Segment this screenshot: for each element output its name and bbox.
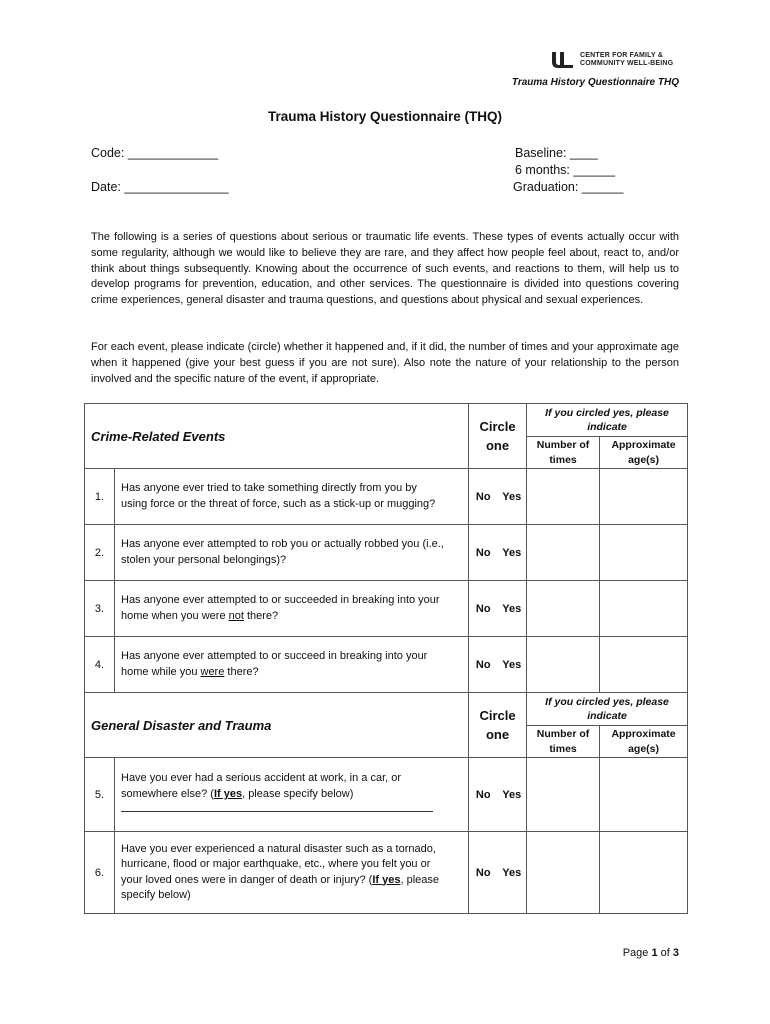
specify-line[interactable] xyxy=(121,810,433,812)
number-of-times-cell[interactable] xyxy=(527,525,600,581)
number-of-times-cell[interactable] xyxy=(527,581,600,637)
code-field[interactable]: Code: _____________ xyxy=(91,146,219,160)
intro-paragraph: The following is a series of questions about serious or traumatic life events. These types of events actually occur with some regularity, although we would like to believe they are rare, and they affect how people feel about, react to, and/or think about things subsequently. Knowing about the occurrence of such events, and reactions to them, will help us to develop programs for prevention, education, and other services. The questionnaire is divided into questions covering crime experiences, general disaster and trauma questions, and questions about physical and sexual experiences. xyxy=(91,231,679,307)
question-number: 6. xyxy=(85,832,115,914)
number-of-times-cell[interactable] xyxy=(527,832,600,914)
table-row xyxy=(85,581,688,637)
approximate-age-cell[interactable] xyxy=(600,525,688,581)
answer-yes[interactable]: Yes xyxy=(498,469,527,525)
table-row xyxy=(85,469,688,525)
answer-no[interactable]: No xyxy=(469,469,498,525)
six-months-field[interactable]: 6 months: ______ xyxy=(515,163,616,177)
question-text: Have you ever had a serious accident at work, in a car, or somewhere else? (If yes, please specify below) xyxy=(115,758,469,832)
number-of-times-cell[interactable] xyxy=(527,758,600,832)
answer-yes[interactable]: Yes xyxy=(498,637,527,693)
document-title: Trauma History Questionnaire (THQ) xyxy=(267,109,503,124)
circle-one-header: Circle one xyxy=(469,693,527,758)
approximate-age-cell[interactable] xyxy=(600,832,688,914)
approximate-age-header: Approximate age(s) xyxy=(600,726,688,758)
logo-line-2: COMMUNITY WELL-BEING xyxy=(580,60,674,67)
table-row xyxy=(85,525,688,581)
approximate-age-cell[interactable] xyxy=(600,637,688,693)
if-yes-header: If you circled yes, please indicate xyxy=(527,693,688,726)
circle-one-header: Circle one xyxy=(469,404,527,469)
organization-logo xyxy=(551,51,686,71)
instructions-paragraph: For each event, please indicate (circle) whether it happened and, if it did, the number of times and your approximate age when it happened (give your best guess if you are not sure). Also note the nature of your relationship to the person involved and the specific nature of the event, if appropriate. xyxy=(91,341,679,385)
question-text: Have you ever experienced a natural disaster such as a tornado, hurricane, flood or major earthquake, etc., where you felt you or your loved ones were in danger of death or injury? (If yes, please specify below) xyxy=(115,832,469,914)
graduation-field[interactable]: Graduation: ______ xyxy=(513,180,624,194)
answer-no[interactable]: No xyxy=(469,525,498,581)
question-text: Has anyone ever attempted to rob you or actually robbed you (i.e., stolen your personal belongings)? xyxy=(115,525,469,581)
question-number: 3. xyxy=(85,581,115,637)
answer-yes[interactable]: Yes xyxy=(498,581,527,637)
answer-yes[interactable]: Yes xyxy=(498,832,527,914)
table-row xyxy=(85,758,688,832)
number-of-times-header: Number of times xyxy=(527,437,600,469)
approximate-age-header: Approximate age(s) xyxy=(600,437,688,469)
section-title: General Disaster and Trauma xyxy=(85,693,469,758)
approximate-age-cell[interactable] xyxy=(600,469,688,525)
answer-yes[interactable]: Yes xyxy=(498,758,527,832)
question-number: 1. xyxy=(85,469,115,525)
answer-no[interactable]: No xyxy=(469,637,498,693)
approximate-age-cell[interactable] xyxy=(600,758,688,832)
question-text: Has anyone ever attempted to or succeeded in breaking into your home when you were not there? xyxy=(115,581,469,637)
answer-no[interactable]: No xyxy=(469,581,498,637)
page-number: Page 1 of 3 xyxy=(622,947,679,959)
if-yes-header: If you circled yes, please indicate xyxy=(527,404,688,437)
number-of-times-cell[interactable] xyxy=(527,469,600,525)
answer-no[interactable]: No xyxy=(469,832,498,914)
answer-no[interactable]: No xyxy=(469,758,498,832)
table-row xyxy=(85,637,688,693)
section-title: Crime-Related Events xyxy=(85,404,469,469)
question-number: 2. xyxy=(85,525,115,581)
table-row xyxy=(85,832,688,914)
date-field[interactable]: Date: _______________ xyxy=(91,180,229,194)
ul-logo-icon xyxy=(551,51,575,69)
question-number: 4. xyxy=(85,637,115,693)
question-text: Has anyone ever tried to take something directly from you by using force or the threat of force, such as a stick-up or mugging? xyxy=(115,469,469,525)
number-of-times-header: Number of times xyxy=(527,726,600,758)
questionnaire-table xyxy=(84,403,688,914)
logo-line-1: CENTER FOR FAMILY & xyxy=(580,52,664,59)
running-header: Trauma History Questionnaire THQ xyxy=(511,77,679,88)
baseline-field[interactable]: Baseline: ____ xyxy=(515,146,598,160)
approximate-age-cell[interactable] xyxy=(600,581,688,637)
answer-yes[interactable]: Yes xyxy=(498,525,527,581)
number-of-times-cell[interactable] xyxy=(527,637,600,693)
question-text: Has anyone ever attempted to or succeed in breaking into your home while you were there? xyxy=(115,637,469,693)
question-number: 5. xyxy=(85,758,115,832)
